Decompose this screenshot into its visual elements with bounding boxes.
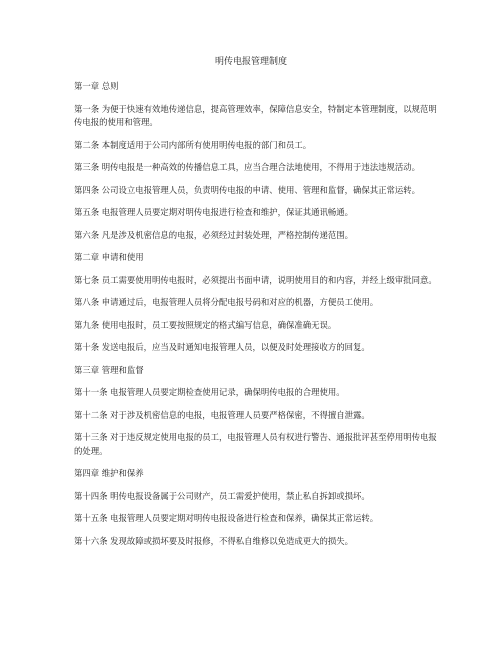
chapter-heading: 第二章 申请和使用 bbox=[74, 252, 144, 262]
article-paragraph: 第六条 凡是涉及机密信息的电报，必须经过封装处理，严格控制传递范围。 bbox=[74, 229, 354, 240]
article-paragraph: 第十五条 电报管理人员要定期对明传电报设备进行检查和保养，确保其正常运转。 bbox=[74, 513, 379, 523]
article-paragraph: 第十二条 对于涉及机密信息的电报，电报管理人员要严格保密，不得擅自泄露。 bbox=[74, 409, 370, 420]
article-paragraph: 第八条 申请通过后，电报管理人员将分配电报号码和对应的机器，方便员工使用。 bbox=[74, 297, 379, 307]
chapter-heading: 第三章 管理和监督 bbox=[74, 364, 144, 375]
chapter-heading: 第一章 总则 bbox=[74, 81, 119, 91]
article-paragraph: 第二条 本制度适用于公司内部所有使用明传电报的部门和员工。 bbox=[74, 139, 312, 150]
article-paragraph: 第七条 员工需要使用明传电报时，必须提出书面申请，说明使用目的和内容，并经上级审批同意。 bbox=[74, 274, 437, 285]
article-paragraph: 第三条 明传电报是一种高效的传播信息工具，应当合理合法地使用，不得用于违法违规活动。 bbox=[74, 162, 421, 172]
article-paragraph: 第十六条 发现故障或损坏要及时报修，不得私自维修以免造成更大的损失。 bbox=[74, 535, 354, 546]
article-paragraph: 第十一条 电报管理人员要定期检查使用记录，确保明传电报的合理使用。 bbox=[74, 387, 345, 397]
article-paragraph: 第十四条 明传电报设备属于公司财产，员工需爱护使用，禁止私自拆卸或损坏。 bbox=[74, 490, 370, 501]
document-body bbox=[74, 80, 438, 557]
article-paragraph: 第十三条 对于违反规定使用电报的员工，电报管理人员有权进行警告、通报批评甚至停用明传电报的处理。 bbox=[74, 432, 437, 456]
article-paragraph: 第五条 电报管理人员要定期对明传电报进行检查和维护，保证其通讯畅通。 bbox=[74, 207, 354, 217]
article-paragraph: 第四条 公司设立电报管理人员，负责明传电报的申请、使用、管理和监督，确保其正常运转。 bbox=[74, 184, 421, 195]
document-title: 明传电报管理制度 bbox=[214, 57, 287, 67]
article-paragraph: 第一条 为便于快速有效地传递信息，提高管理效率，保障信息安全，特制定本管理制度，以规范明传电报的使用和管理。 bbox=[74, 103, 437, 127]
chapter-heading: 第四章 维护和保养 bbox=[74, 468, 144, 478]
article-paragraph: 第十条 发送电报后，应当及时通知电报管理人员，以便及时处理接收方的回复。 bbox=[74, 342, 370, 352]
article-paragraph: 第九条 使用电报时，员工要按照规定的格式编写信息，确保准确无误。 bbox=[74, 319, 337, 330]
